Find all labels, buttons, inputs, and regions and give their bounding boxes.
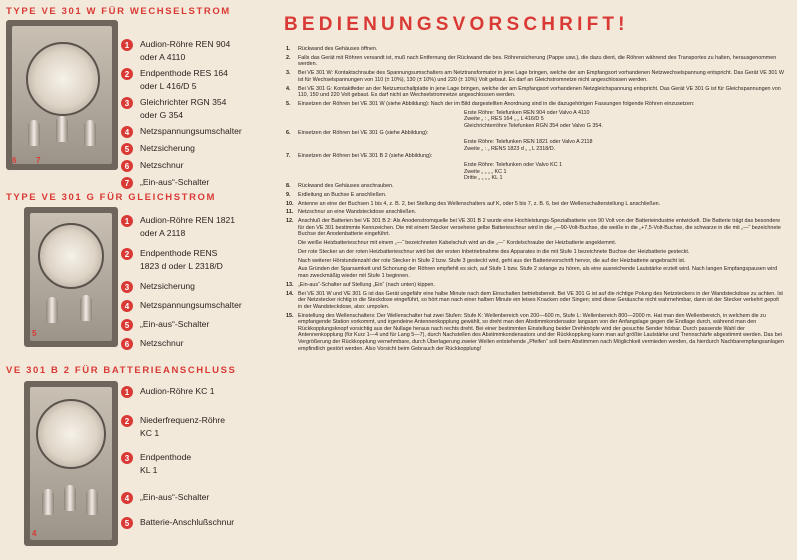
tube-table-row: Zweite „ : „ RENS 1823 d „ „ L 2318/D. — [464, 145, 556, 152]
instruction-item — [286, 55, 784, 68]
tube-table-row: Zweite „ „ „ „ KC 1 — [464, 168, 507, 175]
legend-number: 4 — [121, 300, 133, 312]
tube-image — [64, 485, 76, 511]
legend-number: 2 — [121, 415, 133, 427]
tube-table-row: Erste Röhre: Telefunken REN 1821 oder Valvo A 2118 — [464, 139, 593, 146]
instruction-number: 12. — [286, 218, 294, 225]
legend-number: 3 — [121, 97, 133, 109]
legend-number: 1 — [121, 386, 133, 398]
instruction-number: 9. — [286, 191, 291, 198]
instruction-text: Einstellung des Wellenschalters: Der Wellenschalter hat zwei Stufen: Stufe K: Wellenbereich von 200—600 m, Stufe L: Wellenbereich 800—2000 m. Hat man den Wellenbereich, in welchem die zu empfangende Station vorkommt, und irgendeine Antennenkopplung gewählt, so dreht man den Abstimmkondensator langsam von der Anfangslage gegen die Endlage durch, während man den Rückkopplungsknopf vorsichtig aus der Nullage heraus nach rechts dreht. Bei einer bestimmten Einstellung beider Drehknöpfe wird der gesuchte Sender hörbar. Durch passende Wahl der Antennenkopplung (für Kurz 1—4 und für Lang 5—7), durch Nachstellen des Abstimmkondensators und der Rückkopplung kann man auf größte Lautstärke und Trennschärfe abgestimmt werden. Das bei Vergrößerung der Rückkopplung vernehmbare, durch Überlagerung zweier Wellen entstehende „Pfeifen“ soll beim Abstimmen nach Möglichkeit vermieden werden, da hierdurch Nachbarempfangsanlagen empfindlich gestört werden. Also Vorsicht beim Gebrauch der Rückkopplung! — [298, 312, 784, 352]
legend-text: „Ein-aus“-Schalter — [140, 319, 210, 329]
tube-image — [46, 297, 58, 323]
instruction-number: 13. — [286, 281, 294, 288]
photo-ve301b2 — [24, 381, 118, 546]
instruction-text: Einsetzen der Röhren bei VE 301 W (siehe Abbildung): Nach der im Bild dargestellten Anordnung sind in die dazugehörigen Fassungen folgende Röhren einzusetzen: — [298, 100, 695, 107]
instruction-paragraph: Der rote Stecker an der roten Heizbatterieschnur wird bei der ersten Inbetriebnahme des Apparates in die mit Stufe 1 bezeichnete Buchse der Heizbatterie gesteckt. — [298, 248, 690, 255]
legend-text: „Ein-aus“-Schalter — [140, 177, 210, 187]
instruction-item — [286, 70, 784, 83]
legend-number: 1 — [121, 215, 133, 227]
legend-text: oder A 2118 — [140, 228, 186, 238]
legend-item — [121, 159, 271, 172]
photo-ve301w — [6, 20, 118, 170]
legend-number: 3 — [121, 452, 133, 464]
instruction-number: 14. — [286, 290, 294, 297]
instruction-item — [286, 218, 784, 238]
instruction-item — [286, 86, 784, 99]
legend-item — [121, 142, 271, 155]
section-heading-ve301b2: VE 301 B 2 FÜR BATTERIEANSCHLUSS — [6, 365, 237, 376]
instruction-number: 6. — [286, 130, 291, 137]
legend-number: 4 — [121, 492, 133, 504]
instruction-item — [286, 313, 784, 353]
legend-item — [121, 451, 271, 477]
legend-item — [121, 414, 271, 440]
instruction-item — [286, 291, 784, 311]
speaker-image — [38, 223, 104, 289]
legend-item — [121, 125, 271, 138]
legend-text: Audion-Röhre REN 1821 — [140, 215, 236, 225]
instruction-number: 15. — [286, 312, 294, 319]
legend-number: 5 — [121, 517, 133, 529]
instruction-item — [286, 209, 784, 216]
legend-text: Endpenthode RENS — [140, 248, 218, 258]
speaker-image — [26, 42, 100, 116]
tube-image — [42, 489, 54, 515]
legend-text: Netzsicherung — [140, 281, 195, 291]
tube-table-row: Zweite „ : „ RES 164 „ „ L 416/D 5 — [464, 116, 544, 123]
section-heading-ve301w: TYPE VE 301 W FÜR WECHSELSTROM — [6, 6, 231, 17]
instruction-text: Bei VE 301 W und VE 301 G ist das Gerät ungefähr eine halbe Minute nach dem Einschalten betriebsbereit. Bei VE 301 G ist auf die richtige Polung des Netzsteckers in der Wandsteckdose zu achten. Ist der Netzstecker richtig in die Steckdose eingeführt, so hört man nach einer halben Minute ein leises Knacken oder Singen; sind diese Geräusche nicht wahrnehmbar, dann ist der Stecker verkehrt gepolt in der Wandsteckdose, also: umpolen. — [298, 290, 783, 310]
legend-item — [121, 247, 271, 273]
legend-text: KL 1 — [140, 465, 158, 475]
legend-number: 5 — [121, 143, 133, 155]
legend-number: 7 — [121, 177, 133, 189]
instruction-text: Einsetzen der Röhren bei VE 301 B 2 (siehe Abbildung): — [298, 153, 433, 160]
legend-item — [121, 516, 271, 529]
tube-image — [86, 489, 98, 515]
legend-text: Netzschnur — [140, 338, 184, 348]
instruction-text: Netzschnur an eine Wandsteckdose anschließen. — [298, 209, 417, 216]
tube-image — [84, 120, 96, 146]
legend-text: oder G 354 — [140, 110, 183, 120]
legend-text: KC 1 — [140, 428, 160, 438]
legend-number: 2 — [121, 248, 133, 260]
legend-text: „Ein-aus“-Schalter — [140, 492, 210, 502]
legend-text: Audion-Röhre KC 1 — [140, 386, 215, 396]
legend-text: Gleichrichter RGN 354 — [140, 97, 227, 107]
instruction-number: 3. — [286, 70, 291, 77]
legend-item — [121, 337, 271, 350]
legend-text: Netzsicherung — [140, 143, 195, 153]
legend-item — [121, 96, 271, 122]
instruction-item — [286, 46, 784, 53]
tube-table-row: Erste Röhre: Telefunken REN 904 oder Valvo A 4110 — [464, 109, 590, 116]
speaker-image — [36, 399, 106, 469]
legend-text: Audion-Röhre REN 904 — [140, 39, 231, 49]
legend-item — [121, 299, 271, 312]
instruction-item — [286, 101, 784, 108]
photo-ve301g — [24, 207, 118, 347]
legend-text: oder A 4110 — [140, 52, 186, 62]
legend-text: Niederfrequenz-Röhre — [140, 415, 226, 425]
legend-number: 5 — [121, 319, 133, 331]
legend-item — [121, 214, 271, 240]
instruction-number: 2. — [286, 54, 291, 61]
instruction-text: Antenne an eine der Buchsen 1 bis 4, z. B. 2, bei Stellung des Wellenschalters auf K, oder 5 bis 7, z. B. 6, bei der Wellenschalterstellung L anschließen. — [298, 200, 661, 207]
instruction-number: 10. — [286, 200, 294, 207]
photo-number: 7 — [36, 156, 41, 165]
legend-item — [121, 318, 271, 331]
instruction-text: Bei VE 301 W: Kontaktschraube des Spannungsumschalters am Netztransformator in jene Lage bringen, welche der am Empfangsort vorhandenen Netzwechselspannung entspricht. Das Gerät VE 301 W ist für Wechselspannungen von 110 (± 10%), 130 (± 10%) und 220 (± 10%) Volt gebaut. Es darf an Gleichstromnetze nicht angeschlossen werden. — [298, 70, 784, 83]
legend-item — [121, 176, 271, 189]
legend-number: 2 — [121, 68, 133, 80]
legend-text: Netzschnur — [140, 160, 184, 170]
legend-item — [121, 385, 271, 398]
legend-text: Endpenthode — [140, 452, 192, 462]
left-column — [0, 0, 268, 560]
legend-text: Netzspannungsumschalter — [140, 126, 242, 136]
instruction-item — [286, 153, 784, 160]
legend-number: 4 — [121, 126, 133, 138]
legend-number: 3 — [121, 281, 133, 293]
instruction-text: Erdleitung an Buchse E anschließen. — [298, 191, 387, 198]
instruction-number: 5. — [286, 100, 291, 107]
photo-number: 6 — [12, 156, 17, 165]
instruction-paragraph: Die weiße Heizbatterieschnur mit einem „—“ bezeichneten Kabelschuh wird an die „—“ Kordelschraube der Heizbatterie angeklemmt. — [298, 240, 617, 247]
instruction-text: Falls das Gerät mit Röhren versandt ist, muß nach Entfernung der Rückwand die bes. Röhrensicherung (Pappe usw.), die dazu dient, die Röhren während des Transportes zu halten, herausgenommen werden. — [298, 54, 777, 68]
instruction-text: Bei VE 301 G: Kontaktfeder an der Netzumschaltplatte in jene Lage bringen, welche der am Empfangsort vorhandenen Netzgleichspannung entspricht. Das Gerät VE 301 G ist für Gleichspannungen von 110, 150 und 220 Volt gebaut. Es darf nicht an Wechselstromnetze angeschlossen werden. — [298, 85, 781, 99]
right-column — [270, 0, 790, 560]
legend-number: 6 — [121, 160, 133, 172]
instruction-item — [286, 130, 784, 137]
legend-number: 1 — [121, 39, 133, 51]
legend-item — [121, 67, 271, 93]
legend-number: 6 — [121, 338, 133, 350]
instruction-item — [286, 192, 784, 199]
tube-table — [464, 139, 784, 152]
instruction-text: Einsetzen der Röhren bei VE 301 G (siehe Abbildung): — [298, 130, 429, 137]
instruction-number: 11. — [286, 209, 294, 216]
tube-table-row: Gleichrichterröhre Telefunken RGN 354 oder Valvo G 354. — [464, 122, 603, 129]
legend-item — [121, 38, 271, 64]
tube-image — [28, 120, 40, 146]
instruction-item — [286, 183, 784, 190]
tube-table — [464, 110, 784, 130]
tube-table-row: Dritte „ „ „ „ KL 1 — [464, 175, 503, 182]
legend-text: Batterie-Anschlußschnur — [140, 517, 235, 527]
legend-text: 1823 d oder L 2318/D — [140, 261, 223, 271]
legend-item — [121, 280, 271, 293]
legend-text: Netzspannungsumschalter — [140, 300, 242, 310]
instruction-item — [286, 282, 784, 289]
instruction-item — [286, 201, 784, 208]
instruction-text: Rückwand des Gehäuses öffnen. — [298, 46, 378, 52]
legend-text: oder L 416/D 5 — [140, 81, 197, 91]
instruction-text: „Ein-aus“-Schalter auf Stellung „Ein“ (nach unten) kippen. — [298, 281, 435, 288]
legend-text: Endpenthode RES 164 — [140, 68, 228, 78]
instruction-text: Anschluß der Batterien bei VE 301 B 2: Als Anodenstromquelle bei VE 301 B 2 wurde eine Hochleistungs-Spezialbatterie von 90 Volt von der Batterieindustrie entwickelt. Die Batterie trägt das besondere für den VE 301 bestimmte Kennzeichen. Die mit einem Stecker versehene gelbe Batterieschnur wird in die „—90-Volt-Buchse, die weiße in die „+7,5-Volt-Buchse, die schwarze in die mit „—“ bezeichnete Buchse der Anodenbatterie eingeführt. — [298, 218, 781, 238]
instruction-list — [286, 46, 784, 354]
tube-image — [56, 116, 68, 142]
instruction-number: 7. — [286, 153, 291, 160]
tube-table-row: Erste Röhre: Telefunken oder Valvo KC 1 — [464, 162, 563, 169]
instruction-number: 1. — [286, 46, 291, 52]
instruction-paragraph: Aus Gründen der Sparsamkeit und Schonung der Röhren empfiehlt es sich, auf Stufe 1 bzw. Stufe 2 solange zu hören, als eine ausreichende Lautstärke erzielt wird. Nach langen Empfangspausen wird man zweckmäßig wieder mit Stufe 1 beginnen. — [298, 266, 778, 280]
legend-item — [121, 491, 271, 504]
photo-number: 4 — [32, 529, 37, 538]
section-heading-ve301g: TYPE VE 301 G FÜR GLEICHSTROM — [6, 192, 217, 203]
instruction-number: 4. — [286, 85, 291, 92]
tube-table — [464, 162, 784, 182]
tube-image — [80, 295, 92, 321]
instruction-number: 8. — [286, 183, 291, 189]
photo-number: 5 — [32, 329, 37, 338]
page-title: BEDIENUNGSVORSCHRIFT! — [284, 14, 629, 35]
instruction-text: Rückwand des Gehäuses anschrauben. — [298, 183, 394, 189]
instruction-paragraph: Nach weiterer Hörstundenzahl der rote Stecker in Stufe 2 bzw. Stufe 3 gesteckt wird, geht aus der Batterievorschrift hervor, die auf der Heizbatterie angebracht ist. — [298, 257, 686, 264]
